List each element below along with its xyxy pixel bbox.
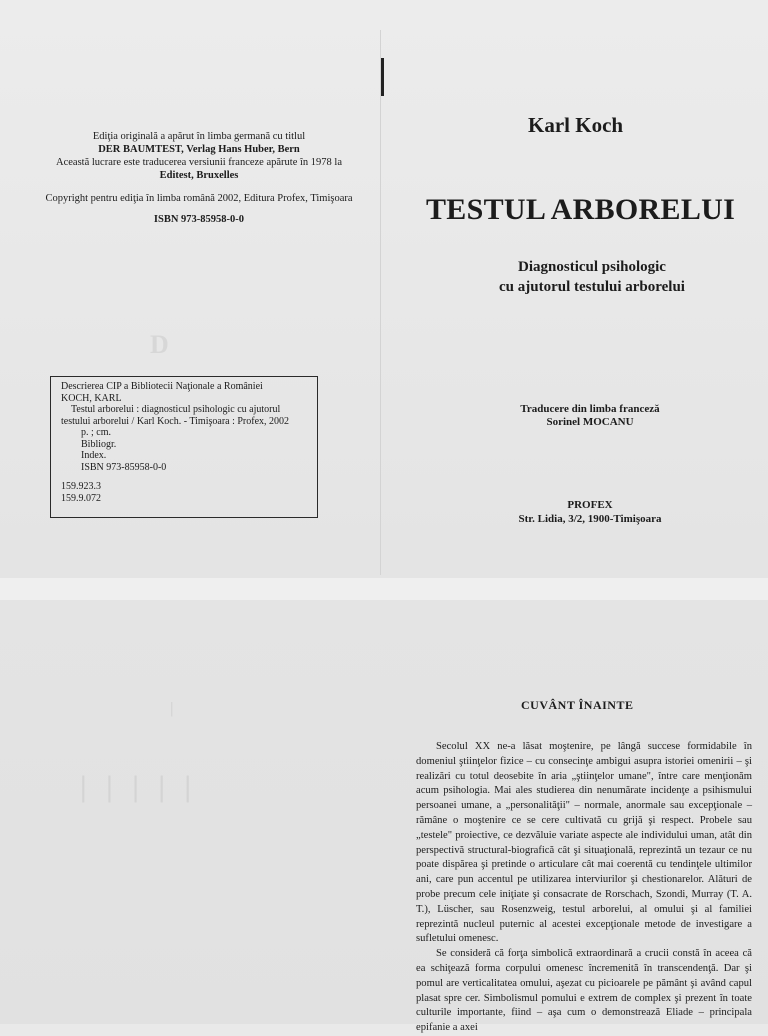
translation-line: Traducere din limba franceză bbox=[520, 403, 660, 415]
cip-classification: 159.9.072 bbox=[61, 492, 101, 504]
cip-pages: p. ; cm. bbox=[81, 427, 111, 438]
bleed-through-shadow: | | | | | bbox=[80, 770, 198, 803]
gutter-mark bbox=[381, 58, 384, 96]
page-separator bbox=[0, 578, 768, 600]
edition-line: Ediţia originală a apărut în limba germană cu titlul bbox=[92, 131, 306, 142]
edition-info bbox=[18, 130, 380, 226]
publisher-name: PROFEX bbox=[567, 499, 613, 511]
edition-line: DER BAUMTEST, Verlag Hans Huber, Bern bbox=[98, 144, 300, 155]
bottom-spread bbox=[0, 600, 768, 1034]
book-title: TESTUL ARBORELUI bbox=[426, 193, 736, 226]
copyright-notice: Copyright pentru ediţia în limba română 2002, Editura Profex, Timişoara bbox=[45, 193, 353, 204]
isbn: ISBN 973-85958-0-0 bbox=[153, 214, 245, 225]
cip-isbn: ISBN 973-85958-0-0 bbox=[81, 461, 167, 473]
edition-line: Editest, Bruxelles bbox=[159, 170, 239, 181]
cip-title-line: testului arborelui / Karl Koch. - Timişoara : Profex, 2002 bbox=[61, 415, 290, 427]
cip-title-line: Testul arborelui : diagnosticul psihologic cu ajutorul bbox=[71, 404, 281, 415]
translator-name: Sorinel MOCANU bbox=[546, 416, 634, 428]
book-subtitle bbox=[412, 257, 768, 297]
preface-body bbox=[416, 740, 752, 1036]
edition-line: Această lucrare este traducerea versiunii franceze apărute în 1978 la bbox=[56, 157, 342, 168]
cip-classification: 159.923.3 bbox=[61, 481, 101, 492]
book-fold-line bbox=[380, 30, 381, 575]
cip-header: Descrierea CIP a Bibliotecii Naţionale a României bbox=[61, 381, 263, 392]
publisher-address: Str. Lidia, 3/2, 1900-Timişoara bbox=[518, 513, 662, 525]
cip-description-box bbox=[50, 376, 318, 518]
cip-bibliography: Bibliogr. bbox=[81, 438, 117, 450]
preface-heading: CUVÂNT ÎNAINTE bbox=[521, 698, 634, 712]
author-name: Karl Koch bbox=[528, 113, 624, 137]
cip-author: KOCH, KARL bbox=[61, 392, 122, 404]
cip-index: Index. bbox=[81, 450, 107, 461]
preface-paragraph: Se consideră că forţa simbolică extraordinară a crucii constă în aceea că ea schiţează forma corpului omenesc încremenită în transcendenţă. Dar şi pomul are verticalitatea omului, aşezat cu picioarele pe pământ şi având capul plasat spre cer. Simbolismul pomului e extrem de complex şi prezent în toate culturile importante, fiind – aşa cum o demonstrează Eliade – principala epifanie a axei bbox=[416, 948, 752, 1034]
bleed-through-shadow: | bbox=[170, 700, 180, 717]
bleed-through-shadow: D bbox=[150, 330, 175, 359]
preface-paragraph: Secolul XX ne-a lăsat moştenire, pe lângă succese formidabile în domeniul ştiinţelor fizice – cu consecinţe ambigui asupra istoriei omenirii – şi realizări cu totul deosebite în aria „ştiinţelor umane", între care menţionăm acum psihologia. Mai ales studierea din nenumărate incidenţe a psihismului persoanei umane, a „personalităţii" – normale, anormale sau excepţionale – rămâne o moştenire ce se cere cultivată cu grijă şi respect. Probele sau „testele" proiective, ce dezvăluie variate aspecte ale individului uman, atât din perspectivă structural-biografică cât şi situaţională, reprezintă un tezaur ce nu poate dispărea şi pretinde o articulare cât mai coerentă cu tendinţele ultimilor ani, care pun accentul pe utilizarea interviurilor şi chestionarelor. Alături de probe precum cele iniţiate şi consacrate de Rorschach, Szondi, Murray (T. A. T.), Lüscher, sau Rosenzweig, testul arborelui, al omului şi al familiei reprezintă nucleul puternic al acestei excepţionale metode de investigare a sufletului omenesc. bbox=[416, 741, 752, 945]
subtitle-line: cu ajutorul testului arborelui bbox=[499, 279, 685, 295]
translation-credit bbox=[412, 403, 768, 429]
subtitle-line: Diagnosticul psihologic bbox=[518, 259, 666, 275]
publisher-info bbox=[412, 498, 768, 526]
